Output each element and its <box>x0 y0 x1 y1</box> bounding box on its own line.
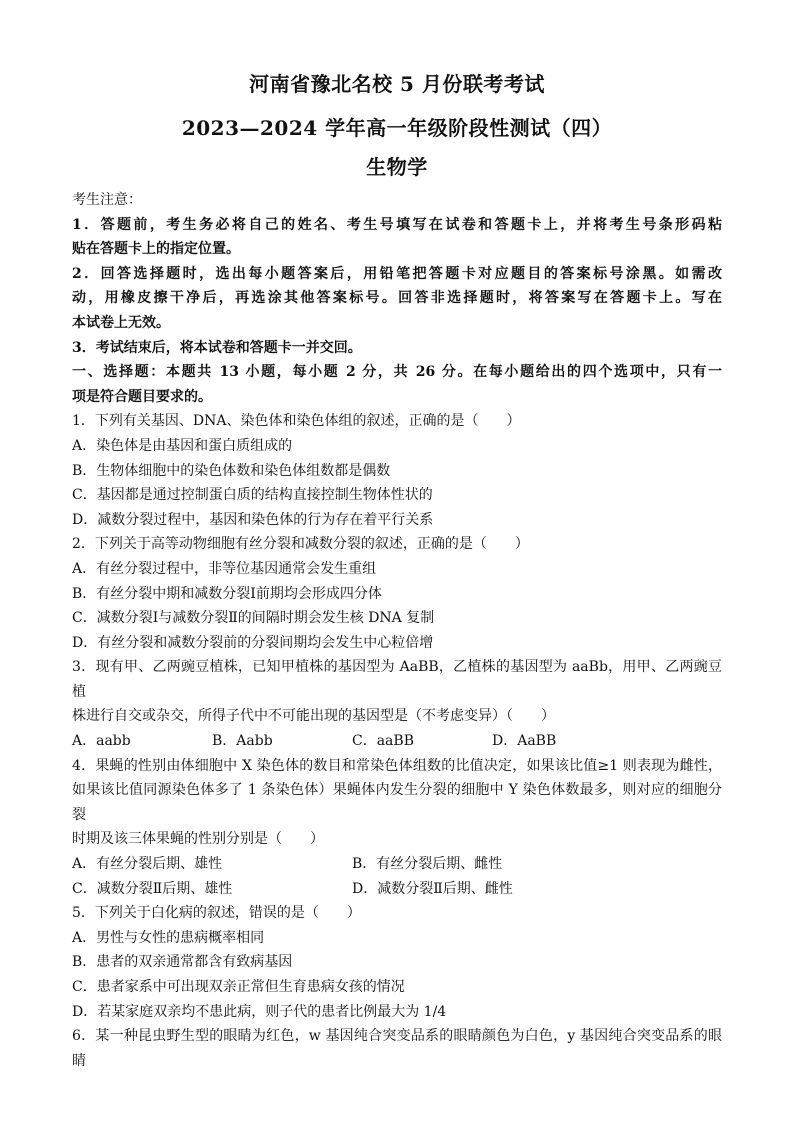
question-2-stem: 2．下列关于高等动物细胞有丝分裂和减数分裂的叙述，正确的是（ ） <box>72 536 529 553</box>
section-heading-cont: 项是符合题目要求的。 <box>72 388 212 405</box>
question-5-option-a: A．男性与女性的患病概率相同 <box>72 929 265 946</box>
exam-title: 河南省豫北名校 5 月份联考考试 <box>249 72 545 96</box>
question-1-option-d: D．减数分裂过程中，基因和染色体的行为存在着平行关系 <box>72 511 434 528</box>
question-5-option-d: D．若某家庭双亲均不患此病，则子代的患者比例最大为 1/4 <box>72 1003 447 1020</box>
question-3-stem: 3．现有甲、乙两豌豆植株，已知甲植株的基因型为 AaBB，乙植株的基因型为 aaBb，用甲、乙两豌豆植 <box>72 659 722 700</box>
question-2-option-a: A．有丝分裂过程中，非等位基因通常会发生重组 <box>72 560 377 577</box>
question-4-option-a: A．有丝分裂后期、雄性 <box>72 856 223 873</box>
question-1-stem: 1．下列有关基因、DNA、染色体和染色体组的叙述，正确的是（ ） <box>72 413 521 430</box>
notice-item-3: 3．考试结束后，将本试卷和答题卡一并交回。 <box>72 339 362 356</box>
question-1-option-b: B．生物体细胞中的染色体数和染色体组数都是偶数 <box>72 462 391 479</box>
question-5-stem: 5．下列关于白化病的叙述，错误的是（ ） <box>72 905 361 922</box>
exam-subtitle: 2023—2024 学年高一年级阶段性测试（四） <box>181 116 613 140</box>
question-4-option-b: B．有丝分裂后期、雌性 <box>352 856 503 873</box>
notice-heading: 考生注意： <box>72 192 142 208</box>
question-3-option-c: C．aaBB <box>352 733 414 750</box>
notice-item-2-cont: 动，用橡皮擦干净后，再选涂其他答案标号。回答非选择题时，将答案写在答题卡上。写在 <box>72 290 722 307</box>
subject-title: 生物学 <box>366 155 428 179</box>
question-3-option-b: B．Aabb <box>212 733 273 750</box>
question-3-option-a: A．aabb <box>72 733 131 750</box>
question-3-option-d: D．AaBB <box>492 733 557 750</box>
notice-item-1-cont: 贴在答题卡上的指定位置。 <box>72 241 240 258</box>
question-4-option-c: C．减数分裂Ⅱ后期、雄性 <box>72 880 233 897</box>
question-4-options-ab <box>72 852 722 877</box>
question-2-option-c: C．减数分裂Ⅰ与减数分裂Ⅱ的间隔时期会发生核 DNA 复制 <box>72 610 435 627</box>
section-heading: 一、选择题：本题共 13 小题，每小题 2 分，共 26 分。在每小题给出的四个选项中，只有一 <box>72 364 722 381</box>
exam-body <box>72 188 722 1073</box>
question-1-option-a: A．染色体是由基因和蛋白质组成的 <box>72 437 293 454</box>
question-5-option-c: C．患者家系中可出现双亲正常但生育患病女孩的情况 <box>72 979 405 995</box>
question-3-stem-cont: 株进行自交或杂交，所得子代中不可能出现的基因型是（不考虑变异）（ ） <box>72 708 555 725</box>
question-4-option-d: D．减数分裂Ⅱ后期、雌性 <box>352 880 513 897</box>
question-6-stem: 6．某一种昆虫野生型的眼睛为红色，w 基因纯合突变品系的眼睛颜色为白色，y 基因纯合突变品系的眼睛 <box>72 1028 722 1069</box>
notice-item-2-end: 本试卷上无效。 <box>72 314 170 331</box>
notice-item-2: 2．回答选择题时，选出每小题答案后，用铅笔把答题卡对应题目的答案标号涂黑。如需改 <box>72 265 722 282</box>
question-4-stem: 4．果蝇的性别由体细胞中 X 染色体的数目和常染色体组数的比值决定，如果该比值≥1 则表现为雌性， <box>72 757 722 774</box>
question-5-option-b: B．患者的双亲通常都含有致病基因 <box>72 954 293 971</box>
question-1-option-c: C．基因都是通过控制蛋白质的结构直接控制生物体性状的 <box>72 487 433 504</box>
question-4-stem-cont: 如果该比值同源染色体多了 1 条染色体）果蝇体内发生分裂的细胞中 Y 染色体数最多，则对应的细胞分裂 <box>72 782 722 823</box>
notice-item-1: 1．答题前，考生务必将自己的姓名、考生号填写在试卷和答题卡上，并将考生号条形码粘 <box>72 216 722 233</box>
question-2-option-d: D．有丝分裂和减数分裂前的分裂间期均会发生中心粒倍增 <box>72 634 434 651</box>
question-3-options <box>72 729 722 754</box>
question-4-stem-end: 时期及该三体果蝇的性别分别是（ ） <box>72 831 324 848</box>
question-4-options-cd <box>72 877 722 902</box>
question-2-option-b: B．有丝分裂中期和减数分裂Ⅰ前期均会形成四分体 <box>72 585 382 602</box>
